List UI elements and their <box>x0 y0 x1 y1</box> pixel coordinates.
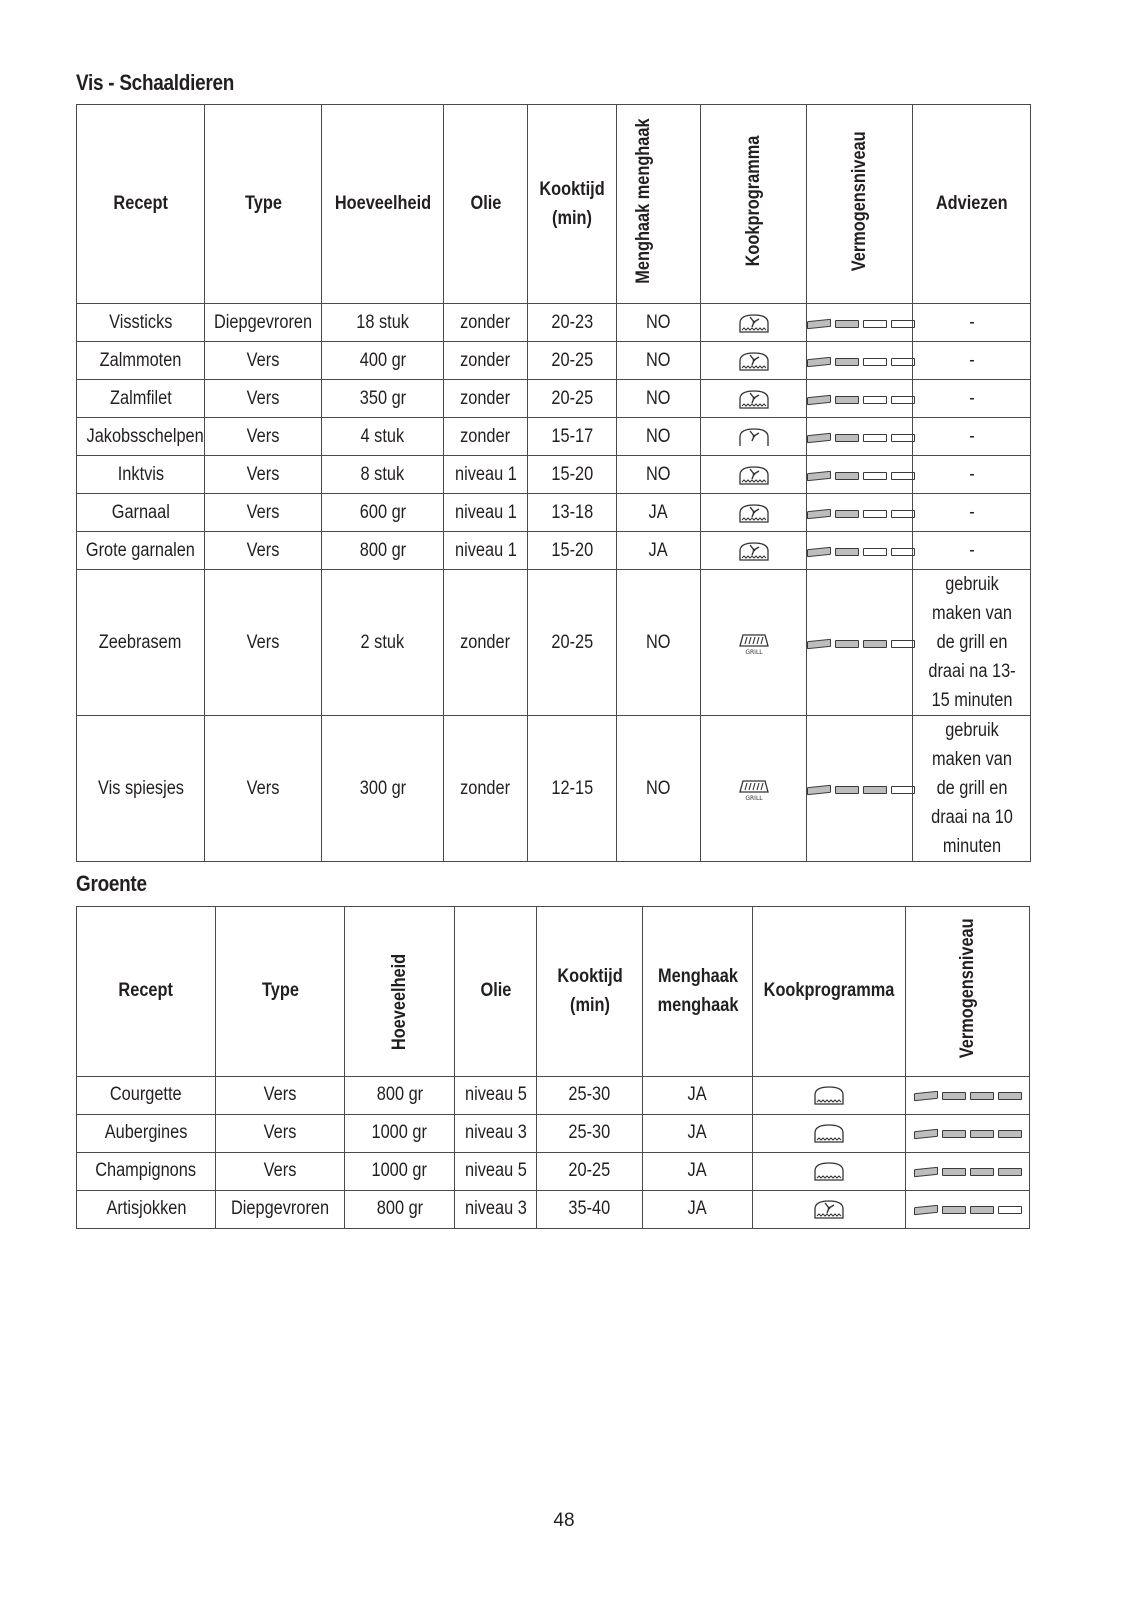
power-level-bars <box>914 1206 1022 1214</box>
power-level-bars <box>807 548 915 556</box>
cell-kookprogramma <box>701 570 807 716</box>
cell-kooktijd: 15-20 <box>528 456 617 494</box>
svg-text:GRILL: GRILL <box>744 648 763 656</box>
cell-adviezen: - <box>913 532 1031 570</box>
cell-recept: Courgette <box>77 1076 216 1114</box>
fan-bake-icon <box>701 501 806 525</box>
cell-olie: zonder <box>444 304 528 342</box>
cell-recept: Vis spiesjes <box>77 716 205 862</box>
cell-type: Vers <box>205 418 322 456</box>
cell-kooktijd: 20-25 <box>528 570 617 716</box>
cell-hoeveelheid: 400 gr <box>322 342 444 380</box>
cell-adviezen: - <box>913 304 1031 342</box>
cell-adviezen: - <box>913 342 1031 380</box>
table-row <box>77 532 1031 570</box>
cell-adviezen: - <box>913 494 1031 532</box>
cell-kooktijd: 25-30 <box>537 1114 643 1152</box>
power-level-bars <box>807 396 915 404</box>
cell-recept: Inktvis <box>77 456 205 494</box>
header-vermogensniveau: Vermogensniveau <box>807 105 913 304</box>
cell-kooktijd: 13-18 <box>528 494 617 532</box>
cell-vermogensniveau <box>906 1076 1030 1114</box>
table-row <box>77 456 1031 494</box>
table-row <box>77 304 1031 342</box>
header-kookprogramma: Kookprogramma <box>753 907 906 1077</box>
fan-bake-icon <box>701 387 806 411</box>
section-title-veg: Groente <box>76 871 147 896</box>
power-level-bars <box>807 640 915 648</box>
cell-kooktijd: 20-23 <box>528 304 617 342</box>
cell-kooktijd: 20-25 <box>528 342 617 380</box>
cell-kooktijd: 15-17 <box>528 418 617 456</box>
cell-olie: zonder <box>444 418 528 456</box>
cell-menghaak: NO <box>617 304 701 342</box>
bake-icon <box>753 1121 905 1145</box>
cell-kookprogramma <box>753 1114 906 1152</box>
table-row <box>77 494 1031 532</box>
cell-adviezen: gebruik maken van de grill en draai na 10 minuten <box>913 716 1031 862</box>
cell-kookprogramma <box>701 716 807 862</box>
cell-hoeveelheid: 8 stuk <box>322 456 444 494</box>
table-row <box>77 342 1031 380</box>
cell-kookprogramma <box>701 456 807 494</box>
table-row <box>77 1114 1030 1152</box>
cell-kooktijd: 15-20 <box>528 532 617 570</box>
cell-vermogensniveau <box>807 342 913 380</box>
cell-olie: zonder <box>444 380 528 418</box>
cell-olie: niveau 3 <box>455 1190 537 1228</box>
cell-vermogensniveau <box>906 1114 1030 1152</box>
cell-type: Vers <box>205 380 322 418</box>
header-type: Type <box>205 105 322 304</box>
header-type: Type <box>216 907 345 1077</box>
cell-kookprogramma <box>701 494 807 532</box>
power-level-bars <box>807 510 915 518</box>
cell-olie: niveau 1 <box>444 494 528 532</box>
cell-kookprogramma <box>701 304 807 342</box>
cell-vermogensniveau <box>906 1190 1030 1228</box>
cell-type: Vers <box>205 570 322 716</box>
cell-olie: niveau 1 <box>444 456 528 494</box>
cell-recept: Champignons <box>77 1152 216 1190</box>
cell-hoeveelheid: 4 stuk <box>322 418 444 456</box>
cell-menghaak: NO <box>617 456 701 494</box>
cell-menghaak: NO <box>617 570 701 716</box>
cell-hoeveelheid: 18 stuk <box>322 304 444 342</box>
cell-adviezen: gebruik maken van de grill en draai na 13-15 minuten <box>913 570 1031 716</box>
cell-type: Vers <box>205 532 322 570</box>
table-row <box>77 1076 1030 1114</box>
cell-type: Vers <box>216 1076 345 1114</box>
cell-type: Diepgevroren <box>205 304 322 342</box>
fan-bake-icon <box>701 539 806 563</box>
cell-type: Vers <box>205 494 322 532</box>
header-hoeveelheid: Hoeveelheid <box>345 907 455 1077</box>
cell-kookprogramma <box>753 1152 906 1190</box>
cell-menghaak: NO <box>617 716 701 862</box>
cell-adviezen: - <box>913 456 1031 494</box>
cell-type: Vers <box>205 456 322 494</box>
header-menghaak: Menghaak menghaak <box>617 105 701 304</box>
table-row <box>77 1190 1030 1228</box>
cell-hoeveelheid: 800 gr <box>345 1076 455 1114</box>
cell-recept: Grote garnalen <box>77 532 205 570</box>
fan-bake-icon <box>753 1197 905 1221</box>
cell-kookprogramma <box>753 1076 906 1114</box>
power-level-bars <box>914 1168 1022 1176</box>
cell-vermogensniveau <box>807 570 913 716</box>
cell-hoeveelheid: 600 gr <box>322 494 444 532</box>
header-recept: Recept <box>77 105 205 304</box>
cell-vermogensniveau <box>807 532 913 570</box>
grill-icon <box>701 630 806 656</box>
cell-type: Vers <box>205 342 322 380</box>
header-menghaak: Menghaak menghaak <box>643 907 753 1077</box>
cell-menghaak: JA <box>643 1152 753 1190</box>
cell-recept: Artisjokken <box>77 1190 216 1228</box>
power-level-bars <box>914 1130 1022 1138</box>
cell-recept: Aubergines <box>77 1114 216 1152</box>
cell-recept: Zalmmoten <box>77 342 205 380</box>
cell-olie: niveau 5 <box>455 1152 537 1190</box>
cell-adviezen: - <box>913 418 1031 456</box>
cell-menghaak: NO <box>617 418 701 456</box>
cell-hoeveelheid: 2 stuk <box>322 570 444 716</box>
cell-menghaak: JA <box>643 1114 753 1152</box>
cell-vermogensniveau <box>807 304 913 342</box>
cell-kooktijd: 35-40 <box>537 1190 643 1228</box>
cell-hoeveelheid: 350 gr <box>322 380 444 418</box>
cell-vermogensniveau <box>807 418 913 456</box>
cell-kooktijd: 25-30 <box>537 1076 643 1114</box>
header-olie: Olie <box>455 907 537 1077</box>
power-level-bars <box>807 434 915 442</box>
power-level-bars <box>914 1092 1022 1100</box>
header-olie: Olie <box>444 105 528 304</box>
header-kooktijd: Kooktijd (min) <box>528 105 617 304</box>
cell-menghaak: JA <box>643 1076 753 1114</box>
table-row <box>77 716 1031 862</box>
cell-recept: Vissticks <box>77 304 205 342</box>
table-header-row <box>77 105 1031 304</box>
cell-menghaak: NO <box>617 380 701 418</box>
cell-olie: niveau 5 <box>455 1076 537 1114</box>
cell-menghaak: JA <box>617 494 701 532</box>
cell-recept: Zalmfilet <box>77 380 205 418</box>
header-vermogensniveau: Vermogensniveau <box>906 907 1030 1077</box>
header-kookprogramma: Kookprogramma <box>701 105 807 304</box>
grill-icon <box>701 776 806 802</box>
cell-kooktijd: 20-25 <box>537 1152 643 1190</box>
table-row <box>77 418 1031 456</box>
table-header-row <box>77 907 1030 1077</box>
cell-vermogensniveau <box>906 1152 1030 1190</box>
cell-olie: niveau 3 <box>455 1114 537 1152</box>
cell-kookprogramma <box>701 532 807 570</box>
cell-menghaak: NO <box>617 342 701 380</box>
table-row <box>77 1152 1030 1190</box>
header-adviezen: Adviezen <box>913 105 1031 304</box>
fan-bake-icon <box>701 349 806 373</box>
page-number: 48 <box>553 1510 575 1531</box>
power-level-bars <box>807 472 915 480</box>
cell-kookprogramma <box>701 380 807 418</box>
cell-adviezen: - <box>913 380 1031 418</box>
cell-menghaak: JA <box>617 532 701 570</box>
cell-hoeveelheid: 800 gr <box>322 532 444 570</box>
table-row <box>77 570 1031 716</box>
section-title-fish: Vis - Schaaldieren <box>76 70 235 95</box>
cell-type: Diepgevroren <box>216 1190 345 1228</box>
bake-icon <box>753 1083 905 1107</box>
cell-vermogensniveau <box>807 716 913 862</box>
fan-bake-icon <box>701 311 806 335</box>
power-level-bars <box>807 786 915 794</box>
cell-type: Vers <box>216 1114 345 1152</box>
veg-table <box>76 906 1030 1229</box>
cell-olie: niveau 1 <box>444 532 528 570</box>
bake-icon <box>753 1159 905 1183</box>
cell-olie: zonder <box>444 570 528 716</box>
cell-kooktijd: 20-25 <box>528 380 617 418</box>
table-row <box>77 380 1031 418</box>
cell-olie: zonder <box>444 716 528 862</box>
cell-vermogensniveau <box>807 456 913 494</box>
power-level-bars <box>807 320 915 328</box>
cell-kooktijd: 12-15 <box>528 716 617 862</box>
cell-kookprogramma <box>701 342 807 380</box>
cell-kookprogramma <box>753 1190 906 1228</box>
header-kooktijd: Kooktijd (min) <box>537 907 643 1077</box>
cell-recept: Jakobsschelpen <box>77 418 205 456</box>
cell-kookprogramma <box>701 418 807 456</box>
fan-bake-icon <box>701 463 806 487</box>
header-recept: Recept <box>77 907 216 1077</box>
cell-menghaak: JA <box>643 1190 753 1228</box>
cell-hoeveelheid: 300 gr <box>322 716 444 862</box>
cell-vermogensniveau <box>807 494 913 532</box>
cell-type: Vers <box>216 1152 345 1190</box>
power-level-bars <box>807 358 915 366</box>
cell-type: Vers <box>205 716 322 862</box>
cell-recept: Garnaal <box>77 494 205 532</box>
cell-recept: Zeebrasem <box>77 570 205 716</box>
cell-hoeveelheid: 1000 gr <box>345 1152 455 1190</box>
header-hoeveelheid: Hoeveelheid <box>322 105 444 304</box>
svg-text:GRILL: GRILL <box>744 794 763 802</box>
cell-vermogensniveau <box>807 380 913 418</box>
fan-icon <box>701 425 806 449</box>
fish-table <box>76 104 1031 862</box>
cell-olie: zonder <box>444 342 528 380</box>
cell-hoeveelheid: 800 gr <box>345 1190 455 1228</box>
cell-hoeveelheid: 1000 gr <box>345 1114 455 1152</box>
